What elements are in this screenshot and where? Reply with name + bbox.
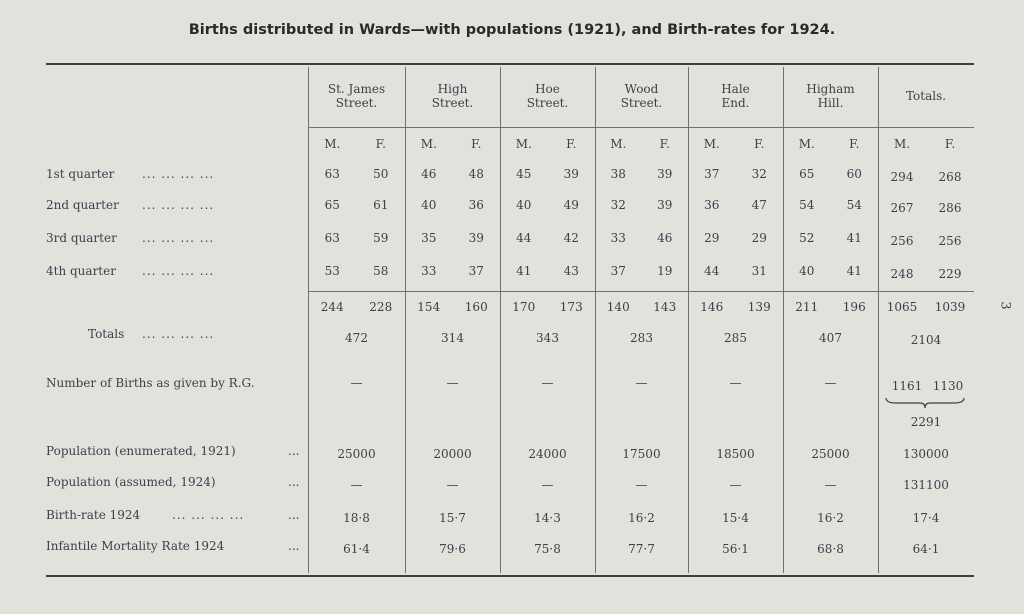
subtotal-m: 154 (417, 300, 441, 314)
subtotal-f: 173 (559, 300, 583, 314)
cell-f: 268 (938, 170, 962, 184)
subtotal-f: 143 (653, 300, 677, 314)
row-label-text: 4th quarter (46, 264, 116, 278)
cell-f: 19 (657, 264, 673, 278)
sex-label-m: M. (420, 137, 437, 151)
leader-dots: ... (288, 539, 300, 553)
subtotal-m: 146 (700, 300, 724, 314)
cell-m: 248 (890, 267, 914, 281)
cell-f: 58 (373, 264, 389, 278)
subtotal-m: 244 (320, 300, 344, 314)
sex-label-f: F. (849, 137, 860, 151)
column-header-sub: Street. (526, 96, 569, 110)
sex-label-m: M. (798, 137, 815, 151)
cell-m: 267 (890, 201, 914, 215)
population_1921-cell: 18500 (716, 447, 755, 461)
cell-f: 229 (938, 267, 962, 281)
sex-label-m: M. (515, 137, 532, 151)
row-label (88, 327, 124, 341)
population_1921-cell: 24000 (528, 447, 567, 461)
sex-label-f: F. (944, 137, 956, 151)
total-cell: 283 (630, 331, 653, 345)
birth_rate-cell: 14·3 (534, 511, 561, 525)
rg-total-f: 1130 (932, 379, 964, 393)
cell-m: 63 (324, 231, 340, 245)
cell-m: 63 (324, 167, 340, 181)
row-label-text: Infantile Mortality Rate 1924 (46, 539, 225, 553)
leader-dots: ... ... ... ... (142, 264, 215, 278)
cell-m: 54 (799, 198, 815, 212)
cell-f: 42 (563, 231, 579, 245)
population_1924-cell: — (824, 478, 837, 492)
population_1921-cell: 25000 (337, 447, 376, 461)
cell-m: 33 (610, 231, 626, 245)
cell-m: 41 (516, 264, 532, 278)
sex-label-m: M. (324, 137, 341, 151)
row-label (46, 475, 216, 489)
total-cell: 343 (536, 331, 559, 345)
population_1921-cell: 17500 (622, 447, 661, 461)
row-label-text: Totals (88, 327, 125, 341)
cell-f: 48 (468, 167, 484, 181)
rg-cell: — (635, 376, 648, 390)
rg-total-m: 1161 (891, 379, 923, 393)
row-label-text: 3rd quarter (46, 231, 117, 245)
birth_rate-cell: 16·2 (628, 511, 655, 525)
sex-label-f: F. (659, 137, 670, 151)
header-rule (308, 127, 974, 128)
cell-f: 36 (468, 198, 484, 212)
sex-label-f: F. (471, 137, 482, 151)
cell-f: 46 (657, 231, 673, 245)
rg-cell: — (729, 376, 742, 390)
rg-cell: — (350, 376, 363, 390)
cell-m: 37 (704, 167, 720, 181)
infantile-cell: 77·7 (628, 542, 655, 556)
total-cell: 407 (819, 331, 842, 345)
subtotal-f: 160 (464, 300, 488, 314)
birth_rate-cell: 15·7 (439, 511, 466, 525)
rg-cell: — (541, 376, 554, 390)
column-header: Hoe (535, 82, 560, 96)
subtotal-rule (308, 291, 974, 292)
birth_rate-cell: 18·8 (343, 511, 370, 525)
leader-dots: ... ... ... ... (142, 198, 215, 212)
leader-dots: ... (288, 475, 300, 489)
sex-label-m: M. (703, 137, 720, 151)
row-label (46, 376, 255, 390)
cell-m: 65 (799, 167, 815, 181)
population_1924-cell: — (446, 478, 459, 492)
rg-total-combined: 2291 (910, 415, 942, 429)
cell-f: 39 (563, 167, 579, 181)
sex-label-f: F. (754, 137, 765, 151)
cell-m: 40 (421, 198, 437, 212)
cell-m: 44 (516, 231, 532, 245)
column-header-sub: End. (721, 96, 750, 110)
cell-m: 38 (610, 167, 626, 181)
column-header-sub: Street. (620, 96, 663, 110)
cell-f: 41 (846, 264, 862, 278)
cell-f: 47 (751, 198, 767, 212)
subtotal-f: 228 (369, 300, 393, 314)
population_1924-cell: — (635, 478, 648, 492)
cell-m: 46 (421, 167, 437, 181)
row-label-text: Number of Births as given by R.G. (46, 376, 255, 390)
total-cell: 2104 (910, 333, 942, 347)
leader-dots: ... (288, 508, 300, 522)
column-header-sub: Street. (431, 96, 474, 110)
cell-m: 36 (704, 198, 720, 212)
column-header: Totals. (905, 89, 947, 103)
total-cell: 472 (345, 331, 368, 345)
page-number: 3 (997, 301, 1013, 310)
leader-dots: ... ... ... ... (142, 327, 215, 341)
sex-label-m: M. (893, 137, 911, 151)
cell-f: 32 (751, 167, 767, 181)
birth_rate-cell: 15·4 (722, 511, 749, 525)
cell-f: 43 (563, 264, 579, 278)
top-rule (46, 63, 974, 65)
population_1921-cell: 25000 (811, 447, 850, 461)
sex-label-m: M. (610, 137, 627, 151)
table-title: Births distributed in Wards—with populations (1921), and Birth-rates for 1924. (188, 22, 836, 38)
cell-m: 256 (890, 234, 914, 248)
cell-f: 286 (938, 201, 962, 215)
row-label-text: 1st quarter (46, 167, 115, 181)
subtotal-f: 139 (747, 300, 771, 314)
cell-f: 61 (373, 198, 389, 212)
sex-label-f: F. (375, 137, 386, 151)
birth_rate-cell: 16·2 (817, 511, 844, 525)
rg-cell: — (824, 376, 837, 390)
cell-f: 37 (468, 264, 484, 278)
infantile-cell: 68·8 (817, 542, 844, 556)
cell-f: 39 (657, 198, 673, 212)
leader-dots: ... ... ... ... (142, 231, 215, 245)
subtotal-m: 170 (512, 300, 536, 314)
cell-m: 33 (421, 264, 437, 278)
population_1924-cell: 131100 (903, 478, 949, 492)
column-header: St. James (327, 82, 386, 96)
row-label (46, 539, 224, 553)
leader-dots: ... ... ... ... (142, 167, 215, 181)
population_1921-cell: 20000 (433, 447, 472, 461)
row-label (46, 508, 140, 522)
row-label-text: Population (enumerated, 1921) (46, 444, 236, 458)
infantile-cell: 56·1 (722, 542, 749, 556)
column-header: Wood (624, 82, 659, 96)
cell-m: 45 (516, 167, 532, 181)
cell-m: 40 (799, 264, 815, 278)
cell-f: 54 (846, 198, 862, 212)
cell-f: 50 (373, 167, 389, 181)
cell-f: 39 (657, 167, 673, 181)
sex-label-f: F. (566, 137, 577, 151)
cell-f: 41 (846, 231, 862, 245)
cell-m: 37 (610, 264, 626, 278)
row-label-text: Population (assumed, 1924) (46, 475, 216, 489)
population_1924-cell: — (350, 478, 363, 492)
cell-f: 31 (751, 264, 767, 278)
population_1924-cell: — (541, 478, 554, 492)
column-header-sub: Hill. (817, 96, 844, 110)
subtotal-f: 1039 (934, 300, 966, 314)
infantile-cell: 75·8 (534, 542, 561, 556)
population_1924-cell: — (729, 478, 742, 492)
brace-mark (884, 396, 966, 410)
infantile-cell: 79·6 (439, 542, 466, 556)
cell-m: 32 (610, 198, 626, 212)
row-label (46, 198, 119, 212)
row-label-text: 2nd quarter (46, 198, 119, 212)
leader-dots: ... ... ... ... (172, 508, 245, 522)
column-header: Hale (721, 82, 750, 96)
subtotal-m: 211 (795, 300, 819, 314)
subtotal-m: 140 (606, 300, 630, 314)
cell-m: 52 (799, 231, 815, 245)
row-label (46, 444, 236, 458)
cell-m: 35 (421, 231, 437, 245)
column-header: High (437, 82, 468, 96)
infantile-cell: 64·1 (912, 542, 940, 556)
population_1921-cell: 130000 (903, 447, 949, 461)
cell-f: 59 (373, 231, 389, 245)
total-cell: 285 (724, 331, 747, 345)
row-label-text: Birth-rate 1924 (46, 508, 141, 522)
row-label (46, 167, 114, 181)
subtotal-f: 196 (842, 300, 866, 314)
row-label (46, 264, 116, 278)
cell-m: 294 (890, 170, 914, 184)
cell-m: 65 (324, 198, 340, 212)
cell-m: 44 (704, 264, 720, 278)
cell-f: 39 (468, 231, 484, 245)
subtotal-m: 1065 (886, 300, 918, 314)
infantile-cell: 61·4 (343, 542, 370, 556)
column-header-sub: Street. (335, 96, 378, 110)
total-cell: 314 (441, 331, 464, 345)
birth_rate-cell: 17·4 (912, 511, 940, 525)
column-header: Higham (806, 82, 855, 96)
cell-f: 60 (846, 167, 862, 181)
cell-m: 29 (704, 231, 720, 245)
cell-f: 49 (563, 198, 579, 212)
rg-cell: — (446, 376, 459, 390)
leader-dots: ... (288, 444, 300, 458)
cell-f: 256 (938, 234, 962, 248)
cell-m: 53 (324, 264, 340, 278)
cell-m: 40 (516, 198, 532, 212)
bottom-rule (46, 575, 974, 577)
cell-f: 29 (751, 231, 767, 245)
row-label (46, 231, 117, 245)
